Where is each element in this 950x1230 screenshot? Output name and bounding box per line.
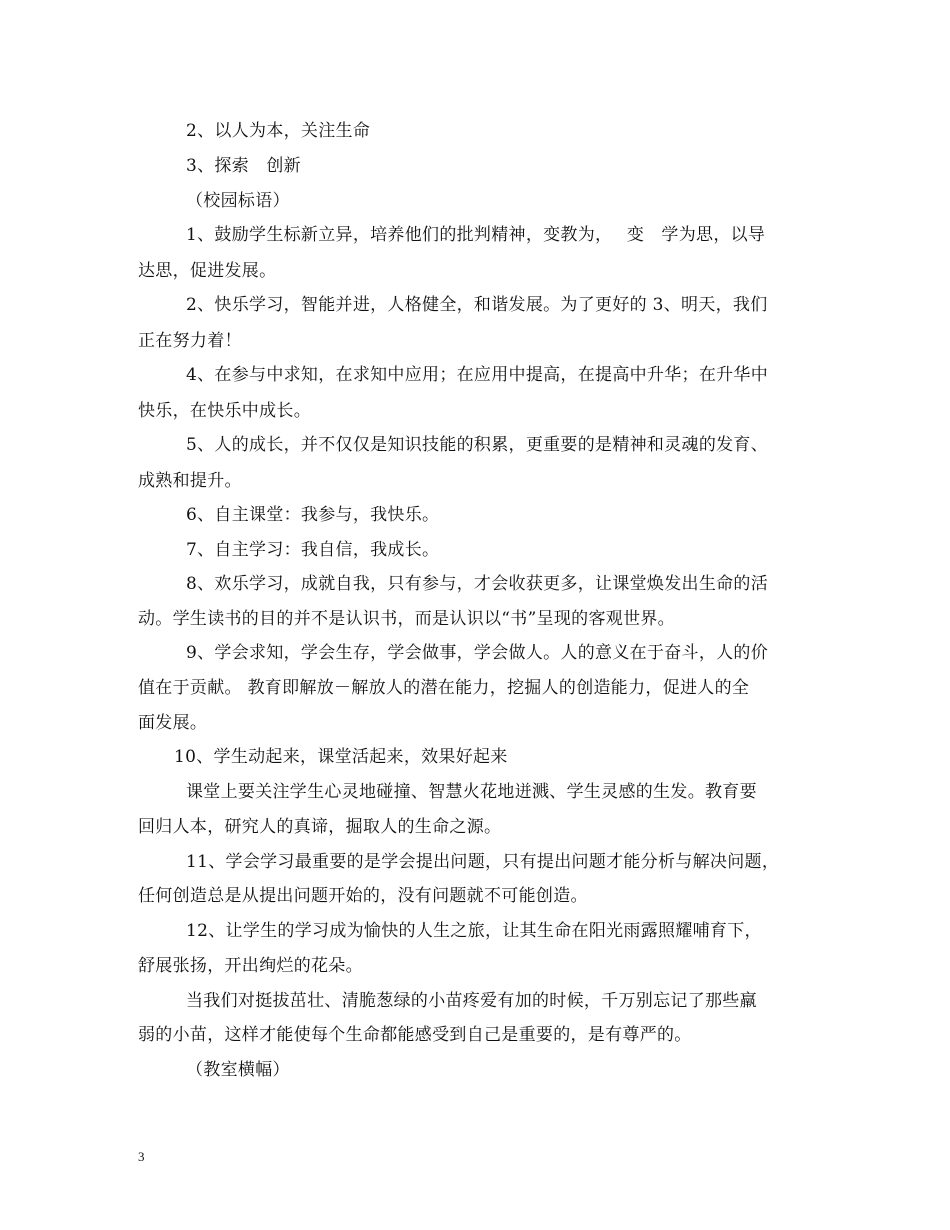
text-line: 正在努力着！ <box>138 331 242 351</box>
text-line: 任何创造总是从提出问题开始的，没有问题就不可能创造。 <box>138 886 588 906</box>
text-line: 舒展张扬，开出绚烂的花朵。 <box>138 956 363 976</box>
text-line: 值在于贡献。 教育即解放－解放人的潜在能力，挖掘人的创造能力，促进人的全 <box>138 678 750 698</box>
text-line: 动。学生读书的目的并不是认识书，而是认识以“书”呈现的客观世界。 <box>138 609 675 629</box>
section-heading: （教室横幅） <box>186 1060 290 1080</box>
text-line: 8、欢乐学习，成就自我，只有参与，才会收获更多，让课堂焕发出生命的活 <box>186 574 769 594</box>
text-line: 成熟和提升。 <box>138 471 242 491</box>
text-line: 面发展。 <box>138 713 208 733</box>
text-line: 9、学会求知，学会生存，学会做事，学会做人。人的意义在于奋斗，人的价 <box>186 643 769 663</box>
text-line: 2、快乐学习，智能并进，人格健全，和谐发展。为了更好的 3、明天，我们 <box>186 295 768 315</box>
text-line: 1、鼓励学生标新立异，培养他们的批判精神，变教为， 变 学为思，以导 <box>186 225 766 245</box>
text-line: 11、学会学习最重要的是学会提出问题，只有提出问题才能分析与解决问题， <box>186 852 780 872</box>
text-line: 快乐，在快乐中成长。 <box>138 401 311 421</box>
section-heading: （校园标语） <box>186 191 290 211</box>
text-line: 4、在参与中求知，在求知中应用；在应用中提高，在提高中升华；在升华中 <box>186 365 769 385</box>
text-line: 5、人的成长，并不仅仅是知识技能的积累，更重要的是精神和灵魂的发育、 <box>186 435 769 455</box>
text-line: 10、学生动起来，课堂活起来，效果好起来 <box>174 747 508 767</box>
text-line: 3、探索 创新 <box>186 156 301 176</box>
text-line: 课堂上要关注学生心灵地碰撞、智慧火花地迸溅、学生灵感的生发。教育要 <box>186 782 757 802</box>
text-line: 7、自主学习：我自信，我成长。 <box>186 540 440 560</box>
text-line: 6、自主课堂：我参与，我快乐。 <box>186 505 440 525</box>
text-line: 2、以人为本，关注生命 <box>186 121 371 141</box>
text-line: 回归人本，研究人的真谛，掘取人的生命之源。 <box>138 817 502 837</box>
text-line: 当我们对挺拔茁壮、清脆葱绿的小苗疼爱有加的时候，千万别忘记了那些羸 <box>186 991 757 1011</box>
text-line: 12、让学生的学习成为愉快的人生之旅，让其生命在阳光雨露照耀哺育下， <box>186 921 762 941</box>
page-number: 3 <box>138 1149 145 1164</box>
text-line: 弱的小苗，这样才能使每个生命都能感受到自己是重要的，是有尊严的。 <box>138 1025 692 1045</box>
text-line: 达思，促进发展。 <box>138 261 277 281</box>
